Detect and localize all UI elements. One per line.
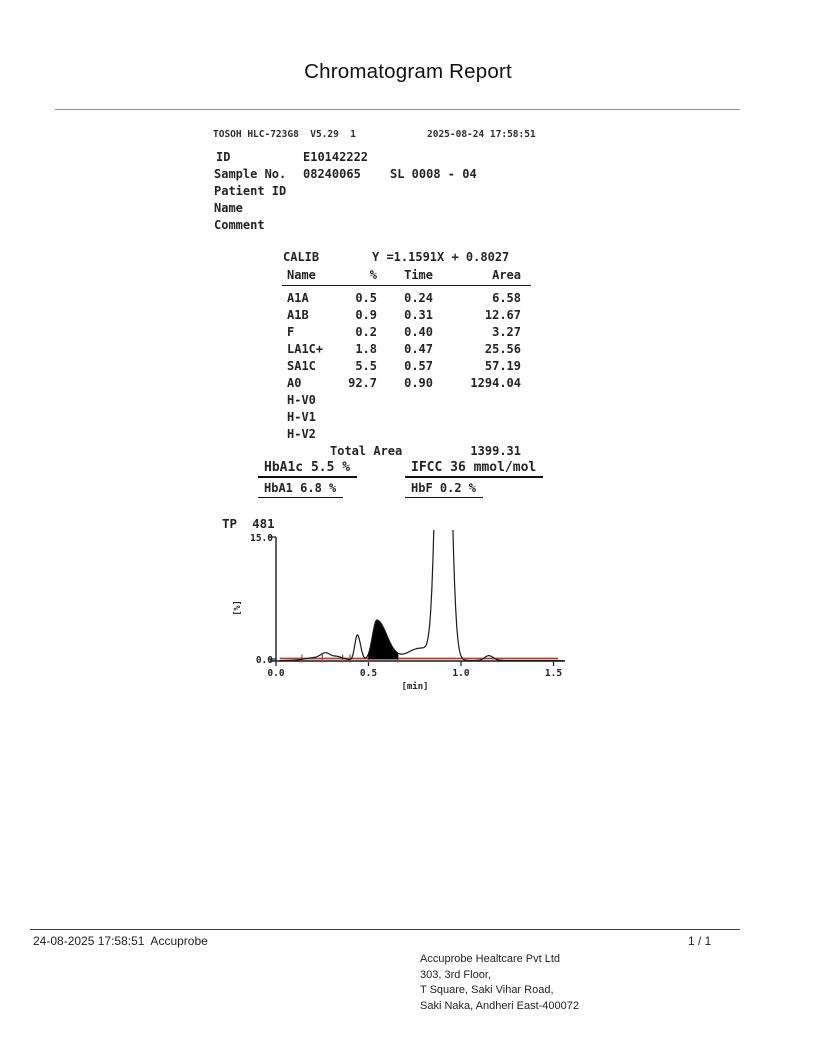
x-tick-label: 0.0 <box>267 668 285 679</box>
peak-pct: 92.7 <box>348 376 377 390</box>
name-label: Name <box>214 201 243 215</box>
id-label: ID <box>216 150 231 164</box>
footer-rule <box>30 929 740 930</box>
result-hbf: HbF 0.2 % <box>405 481 483 498</box>
id-value: E10142222 <box>303 150 369 164</box>
calib-equation: Y =1.1591X + 0.8027 <box>372 250 510 264</box>
y-axis-unit-label: [%] <box>233 600 243 616</box>
col-header-pct: % <box>369 268 377 282</box>
x-tick-label: 1.5 <box>544 668 563 679</box>
x-tick-label: 1.0 <box>452 668 470 679</box>
col-header-name: Name <box>287 268 316 282</box>
peak-time: 0.31 <box>404 308 433 322</box>
peak-name: A0 <box>287 376 302 390</box>
result-hba1: HbA1 6.8 % <box>258 481 343 498</box>
page-number: 1 / 1 <box>688 934 712 948</box>
x-axis-unit-label: [min] <box>401 682 429 692</box>
patient-id-label: Patient ID <box>214 184 287 198</box>
address-line: T Square, Saki Vihar Road, <box>420 984 554 996</box>
col-header-area: Area <box>492 268 521 282</box>
total-area-value: 1399.31 <box>470 444 521 458</box>
analysis-datetime: 2025-08-24 17:58:51 <box>427 129 536 140</box>
calib-label: CALIB <box>283 250 320 264</box>
peak-time: 0.40 <box>404 325 433 339</box>
peak-time: 0.90 <box>404 376 433 390</box>
peak-area: 57.19 <box>484 359 521 373</box>
col-header-time: Time <box>404 268 433 282</box>
peak-time: 0.24 <box>404 291 433 305</box>
y-min-label: 0.0 <box>255 655 273 666</box>
peak-name: LA1C+ <box>287 342 324 356</box>
curve-group <box>280 512 564 661</box>
peak-name: H-V0 <box>287 393 316 407</box>
sample-no-label: Sample No. <box>214 167 287 181</box>
title-rule <box>55 109 740 110</box>
peak-pct: 5.5 <box>355 359 377 373</box>
peak-name: SA1C <box>287 359 316 373</box>
peak-name: A1B <box>287 308 309 322</box>
peak-pct: 0.2 <box>355 325 377 339</box>
sample-lot: SL 0008 - 04 <box>390 167 477 181</box>
peak-name: A1A <box>287 291 309 305</box>
table-header-rule <box>282 285 531 286</box>
peak-pct: 1.8 <box>355 342 377 356</box>
peak-area: 12.67 <box>484 308 521 322</box>
peak-pct: 0.5 <box>355 291 377 305</box>
comment-label: Comment <box>214 218 265 232</box>
peak-name: H-V1 <box>287 410 316 424</box>
peak-area: 25.56 <box>484 342 521 356</box>
x-tick-label: 0.5 <box>359 668 378 679</box>
peak-area: 3.27 <box>492 325 521 339</box>
device-line: TOSOH HLC-723G8 V5.29 1 <box>213 129 356 140</box>
peak-area: 6.58 <box>492 291 521 305</box>
chromatogram-plot <box>215 512 585 704</box>
y-max-label: 15.0 <box>250 533 273 544</box>
page-title: Chromatogram Report <box>304 60 512 83</box>
address-line: 303, 3rd Floor, <box>420 968 491 981</box>
sample-no-value: 08240065 <box>303 167 361 181</box>
sa1c-filled-peak <box>369 620 399 660</box>
chromatogram-curve <box>280 512 564 661</box>
peak-time: 0.57 <box>404 359 433 373</box>
footer-datetime-app: 24-08-2025 17:58:51 Accuprobe <box>33 934 208 948</box>
address-line: Saki Naka, Andheri East-400072 <box>420 999 579 1012</box>
address-block <box>420 952 579 1014</box>
result-hba1c: HbA1c 5.5 % <box>258 461 357 478</box>
peak-name: H-V2 <box>287 427 316 441</box>
result-ifcc: IFCC 36 mmol/mol <box>405 461 543 478</box>
address-line: Accuprobe Healtcare Pvt Ltd <box>420 953 561 965</box>
total-peaks-label: TP 481 <box>222 516 275 531</box>
peak-name: F <box>287 325 295 339</box>
total-area-label: Total Area <box>330 444 403 458</box>
peak-pct: 0.9 <box>355 308 377 322</box>
peak-area: 1294.04 <box>470 376 521 390</box>
peak-time: 0.47 <box>404 342 433 356</box>
